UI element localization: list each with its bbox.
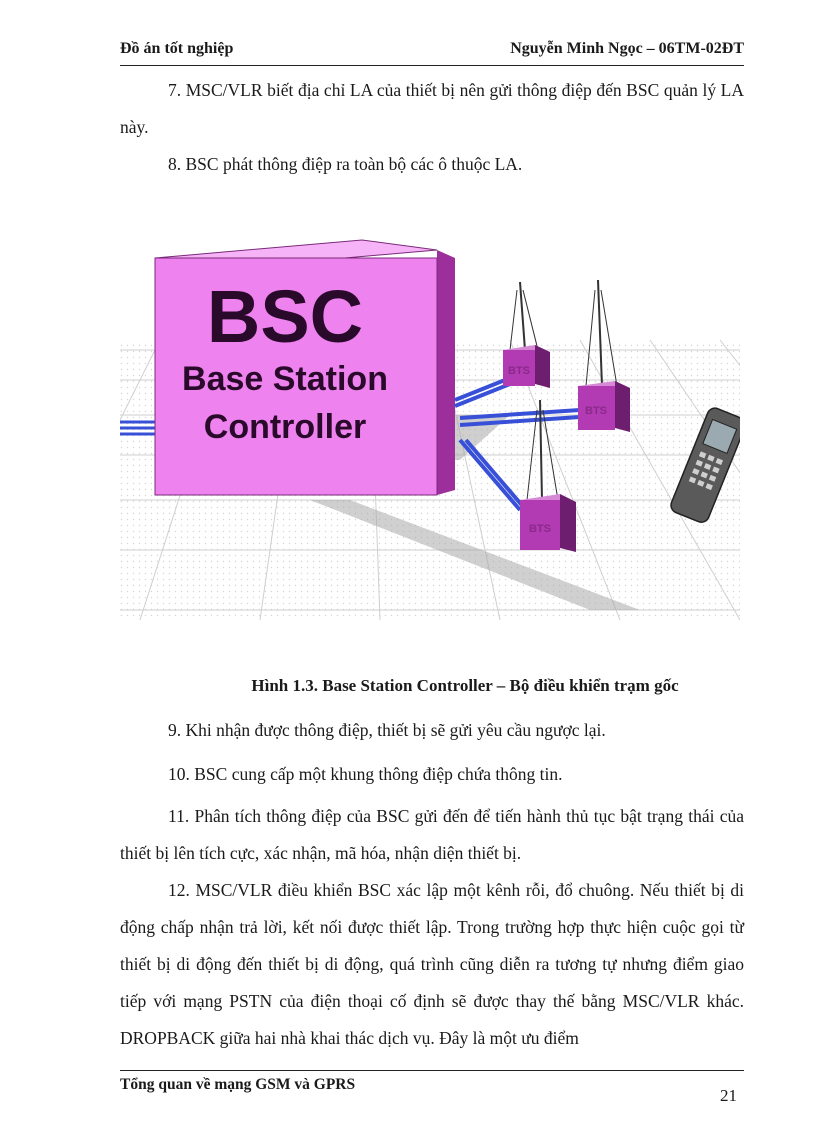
footer-rule — [120, 1070, 744, 1071]
bsc-line1-text: Base Station — [182, 360, 388, 398]
bsc-figure — [120, 200, 740, 640]
bts-label-3: BTS — [529, 523, 551, 535]
header-author: Nguyễn Minh Ngọc – 06TM-02ĐT — [510, 40, 744, 57]
header-rule — [120, 65, 744, 66]
paragraph-8: 8. BSC phát thông điệp ra toàn bộ các ô thuộc LA. — [168, 154, 523, 174]
paragraph-12: 12. MSC/VLR điều khiển BSC xác lập một kênh rỗi, đổ chuông. Nếu thiết bị di động chấp nhận trả lời, kết nối được thiết lập. Trong trường hợp thực hiện cuộc gọi từ thiết bị di động đến thiết bị di động, quá trình cũng diễn ra tương tự nhưng điểm giao tiếp với mạng PSTN của điện thoại cố định sẽ được thay thế bằng MSC/VLR khác. DROPBACK giữa hai nhà khai thác dịch vụ. Đây là một ưu điểm — [120, 880, 744, 1048]
paragraph-7: 7. MSC/VLR biết địa chỉ LA của thiết bị nên gửi thông điệp đến BSC quản lý LA này. — [120, 80, 744, 137]
bsc-title-text: BSC — [206, 275, 364, 358]
bts-label-2: BTS — [585, 405, 607, 417]
bts-label-1: BTS — [508, 365, 530, 377]
figure-caption: Hình 1.3. Base Station Controller – Bộ điều khiển trạm gốc — [251, 676, 679, 695]
bts-tower-1 — [503, 282, 550, 388]
paragraph-11: 11. Phân tích thông điệp của BSC gửi đến để tiến hành thủ tục bật trạng thái của thiết bị lên tích cực, xác nhận, mã hóa, nhận diện thiết bị. — [120, 806, 744, 863]
paragraph-10: 10. BSC cung cấp một khung thông điệp chứa thông tin. — [168, 764, 563, 784]
page-number: 21 — [720, 1086, 737, 1105]
page-header — [120, 36, 744, 66]
header-document-title: Đồ án tốt nghiệp — [120, 40, 234, 57]
bsc-diagram — [120, 200, 740, 640]
bsc-box — [155, 240, 455, 495]
paragraph-9: 9. Khi nhận được thông điệp, thiết bị sẽ gửi yêu cầu ngược lại. — [168, 720, 606, 740]
bsc-line2-text: Controller — [203, 408, 367, 446]
footer-title: Tổng quan về mạng GSM và GPRS — [120, 1076, 356, 1093]
